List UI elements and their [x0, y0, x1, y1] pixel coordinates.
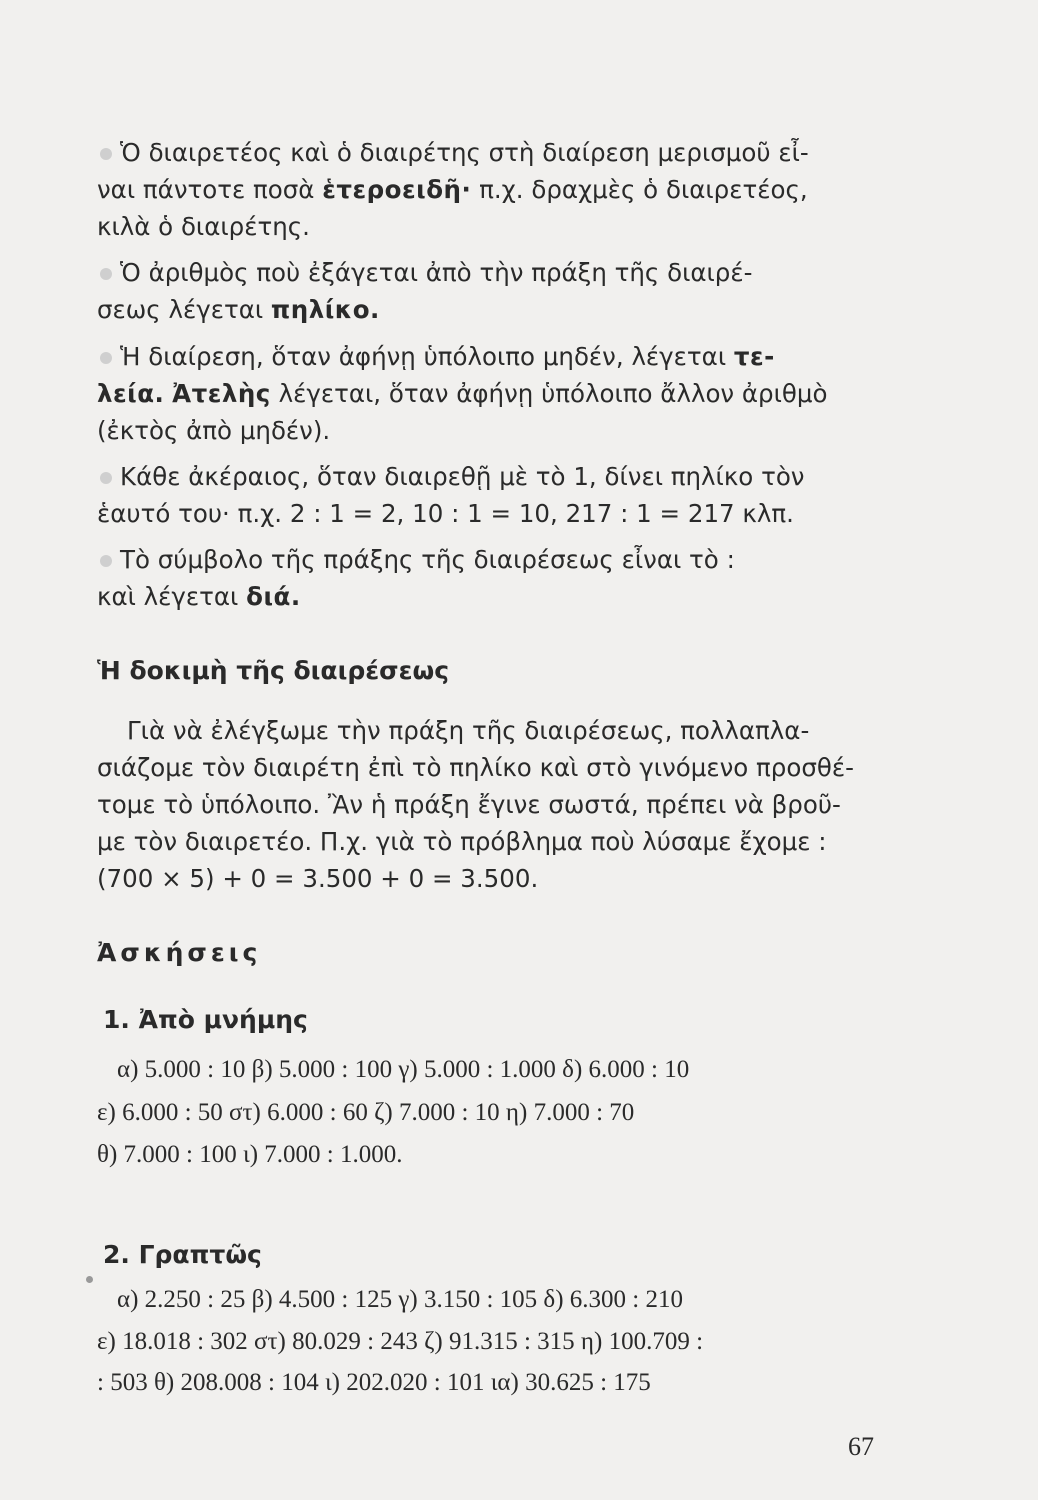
text-line [97, 412, 887, 449]
text: (ἐκτὸς ἀπὸ μηδέν). [97, 416, 331, 445]
text-line [97, 375, 887, 412]
text: λέγεται, ὅταν ἀφήνῃ ὑπόλοιπο ἄλλον ἀριθμὸ [270, 379, 828, 408]
text: Τὸ σύμβολο τῆς πράξης τῆς διαιρέσεως εἶναι τὸ : [120, 545, 735, 574]
exercise-line: α) 2.250 : 25 β) 4.500 : 125 γ) 3.150 : 105 δ) 6.300 : 210 [117, 1286, 683, 1313]
text-line [97, 749, 887, 786]
text: Γιὰ νὰ ἐλέγξωμε τὴν πράξη τῆς διαιρέσεως, πολλαπλα- [127, 716, 810, 745]
text [164, 379, 172, 408]
text: Ὁ ἀριθμὸς ποὺ ἐξάγεται ἀπὸ τὴν πράξη τῆς διαιρέ- [120, 258, 753, 287]
text: ἑαυτό του· π.χ. 2 : 1 = 2, 10 : 1 = 10, 217 : 1 = 217 κλπ. [97, 499, 794, 528]
paragraph-symbol [97, 541, 887, 615]
text-line [97, 541, 887, 578]
exercise-line: θ) 7.000 : 100 ι) 7.000 : 1.000. [97, 1141, 403, 1168]
text: (700 × 5) + 0 = 3.500 + 0 = 3.500. [97, 864, 539, 893]
exercise-line: : 503 θ) 208.008 : 104 ι) 202.020 : 101 ια) 30.625 : 175 [97, 1369, 651, 1396]
bullet-icon [100, 472, 112, 484]
text-line [97, 208, 887, 245]
text-line [97, 823, 887, 860]
bullet-icon [100, 148, 112, 160]
exercise-line: α) 5.000 : 10 β) 5.000 : 100 γ) 5.000 : 1.000 δ) 6.000 : 10 [117, 1056, 690, 1083]
paragraph-exact-division [97, 338, 887, 449]
bold-term: ἑτεροειδῆ· [322, 175, 472, 204]
text: σεως λέγεται [97, 295, 271, 324]
paragraph-dividend-divisor [97, 134, 887, 245]
page-number: 67 [848, 1432, 874, 1461]
text: ναι πάντοτε ποσὰ [97, 175, 323, 204]
text-line [97, 578, 887, 615]
text-line [97, 458, 887, 495]
text: π.χ. δραχμὲς ὁ διαιρετέος, [471, 175, 808, 204]
text-line [97, 291, 887, 328]
section-title-written: 2. Γραπτῶς [103, 1240, 262, 1269]
text-line [97, 338, 887, 375]
bullet-icon [100, 555, 112, 567]
bold-term: λεία. [97, 379, 165, 408]
dot-icon [86, 1276, 93, 1283]
text-line [97, 786, 887, 823]
bullet-icon [100, 268, 112, 280]
text: σιάζομε τὸν διαιρέτη ἐπὶ τὸ πηλίκο καὶ στὸ γινόμενο προσθέ- [97, 753, 854, 782]
text-line [97, 254, 887, 291]
text: κιλὰ ὁ διαιρέτης. [97, 212, 310, 241]
section-title-from-memory: 1. Ἀπὸ μνήμης [103, 1005, 308, 1034]
text: Ὁ διαιρετέος καὶ ὁ διαιρέτης στὴ διαίρεση μερισμοῦ εἶ- [120, 138, 809, 167]
paragraph-quotient [97, 254, 887, 328]
heading-exercises: Ἀσκήσεις [97, 938, 262, 967]
text-line [97, 860, 887, 897]
bold-term: πηλίκο. [270, 295, 380, 324]
text: Ἡ διαίρεση, ὅταν ἀφήνῃ ὑπόλοιπο μηδέν, λέγεται [120, 342, 734, 371]
paragraph-divide-by-one [97, 458, 887, 532]
bold-term: τε- [733, 342, 775, 371]
heading-division-check: Ἡ δοκιμὴ τῆς διαιρέσεως [97, 656, 450, 685]
text-line [97, 171, 887, 208]
bullet-icon [100, 352, 112, 364]
text: καὶ λέγεται [97, 582, 247, 611]
text: με τὸν διαιρετέο. Π.χ. γιὰ τὸ πρόβλημα ποὺ λύσαμε ἔχομε : [97, 827, 827, 856]
bold-term: διά. [246, 582, 301, 611]
text: τομε τὸ ὑπόλοιπο. Ἂν ἡ πράξη ἔγινε σωστά, πρέπει νὰ βροῦ- [97, 790, 841, 819]
paragraph-check-explanation [97, 712, 887, 897]
exercise-line: ε) 6.000 : 50 στ) 6.000 : 60 ζ) 7.000 : 10 η) 7.000 : 70 [97, 1099, 635, 1126]
text: Κάθε ἀκέραιος, ὅταν διαιρεθῇ μὲ τὸ 1, δίνει πηλίκο τὸν [120, 462, 805, 491]
text-line [97, 495, 887, 532]
text-line [97, 134, 887, 171]
exercise-line: ε) 18.018 : 302 στ) 80.029 : 243 ζ) 91.315 : 315 η) 100.709 : [97, 1328, 704, 1355]
text-line [97, 712, 887, 749]
bold-term: Ἀτελὴς [172, 379, 271, 408]
